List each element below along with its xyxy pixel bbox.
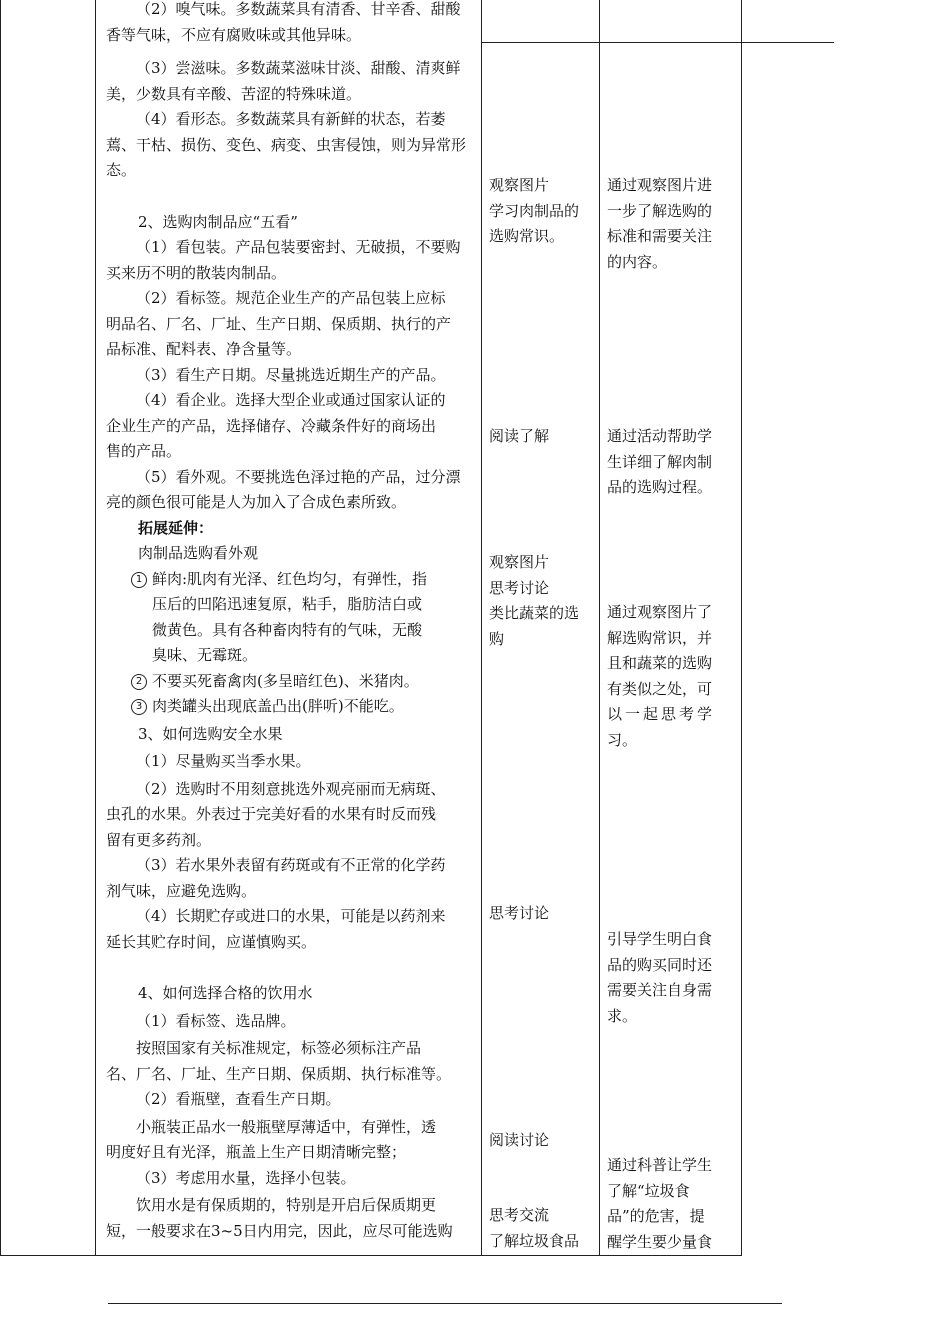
activity-line: 思考讨论 [489, 904, 550, 922]
table-border-right [741, 0, 742, 1256]
table-divider-1 [95, 0, 96, 1256]
paragraph: 名、厂名、厂址、生产日期、保质期、执行标准等。 [106, 1064, 452, 1083]
activity-block [489, 173, 579, 250]
paragraph: 明度好且有光泽，瓶盖上生产日期清晰完整； [106, 1143, 407, 1161]
activity-block [489, 424, 549, 450]
list-item [106, 669, 474, 695]
intent-line: 通过观察图片进 [607, 176, 713, 194]
intent-line: 习。 [607, 730, 638, 749]
list-item-text: 鲜肉:肌肉有光泽、红色均匀，有弹性，指 [152, 569, 428, 588]
paragraph: 小瓶装正品水一般瓶壁厚薄适中，有弹性，透 [136, 1117, 437, 1136]
page-footer-rule [108, 1303, 782, 1304]
paragraph: 按照国家有关标准规定，标签必须标注产品 [136, 1039, 422, 1057]
paragraph: 短，一般要求在3~5日内用完，因此，应尽可能选购 [106, 1221, 453, 1240]
activity-line: 了解垃圾食品 [489, 1231, 580, 1250]
paragraph: 饮用水是有保质期的，特别是开启后保质期更 [136, 1196, 437, 1214]
paragraph: 延长其贮存时间，应谨慎购买。 [106, 932, 317, 951]
intent-line: 有类似之处，可 [607, 679, 713, 698]
paragraph: （3）若水果外表留有药斑或有不正常的化学药 [136, 856, 446, 874]
paragraph: （4）看形态。多数蔬菜具有新鲜的状态，若萎 [136, 110, 446, 128]
paragraph: 售的产品。 [106, 442, 182, 460]
activity-block [489, 901, 549, 927]
paragraph: 虫孔的水果。外表过于完美好看的水果有时反而残 [106, 805, 437, 823]
paragraph: 留有更多药剂。 [106, 830, 212, 849]
list-item-text: 臭味、无霉斑。 [152, 646, 258, 664]
activity-line: 阅读讨论 [489, 1131, 550, 1149]
intent-line: 通过活动帮助学 [607, 427, 713, 445]
paragraph: （2）嗅气味。多数蔬菜具有清香、甘辛香、甜酸 [136, 0, 461, 18]
activity-line: 思考讨论 [489, 578, 550, 597]
list-item-text: 压后的凹陷迅速复原，粘手，脂肪洁白或 [152, 595, 423, 613]
paragraph: 买来历不明的散装肉制品。 [106, 263, 287, 282]
intent-line: 求。 [607, 1006, 638, 1025]
paragraph: （3）尝滋味。多数蔬菜滋味甘淡、甜酸、清爽鲜 [136, 59, 461, 77]
circled-number-3: 3 [131, 699, 147, 715]
paragraph: （1）看标签、选品牌。 [136, 1011, 296, 1030]
table-stray-rule [481, 42, 834, 43]
activity-block [489, 550, 579, 652]
activity-line: 观察图片 [489, 176, 550, 194]
intent-line: 了解“垃圾食 [607, 1181, 690, 1200]
paragraph: （4）长期贮存或进口的水果，可能是以药剂来 [136, 907, 446, 925]
table-border-left [0, 0, 1, 1256]
intent-line: 且和蔬菜的选购 [607, 654, 713, 672]
section-heading: 2、选购肉制品应“五看” [138, 212, 298, 231]
table-bottom-border [0, 1255, 742, 1256]
table-divider-2 [481, 0, 482, 1256]
paragraph: 剂气味，应避免选购。 [106, 881, 257, 900]
intent-line: 标准和需要关注 [607, 227, 713, 245]
paragraph: 态。 [106, 161, 137, 179]
list-item-text: 不要买死畜禽肉(多呈暗红色)、米猪肉。 [152, 671, 419, 690]
activity-line: 选购常识。 [489, 227, 565, 245]
paragraph: 亮的颜色很可能是人为加入了合成色素所致。 [106, 493, 407, 511]
intent-line: 品的选购过程。 [607, 478, 713, 496]
paragraph: 蔫、干枯、损伤、变色、病变、虫害侵蚀，则为异常形 [106, 135, 467, 154]
intent-block [607, 424, 733, 501]
table-divider-3 [599, 0, 600, 1256]
paragraph: （2）看瓶壁，查看生产日期。 [136, 1090, 341, 1108]
intent-line: 的内容。 [607, 252, 668, 271]
activity-line: 购 [489, 629, 505, 648]
list-item [106, 567, 474, 669]
paragraph: 香等气味，不应有腐败味或其他异味。 [106, 25, 362, 44]
paragraph: （3）看生产日期。尽量挑选近期生产的产品。 [136, 365, 446, 384]
paragraph: （1）尽量购买当季水果。 [136, 752, 311, 770]
intent-line: 一步了解选购的 [607, 201, 713, 220]
list-item-text: 肉类罐头出现底盖凸出(胖听)不能吃。 [152, 697, 404, 715]
circled-number-2: 2 [131, 674, 147, 690]
intent-line: 生详细了解肉制 [607, 452, 713, 471]
paragraph: 品标准、配料表、净含量等。 [106, 340, 302, 358]
teaching-content-column [106, 0, 474, 1244]
paragraph: （1）看包装。产品包装要密封、无破损，不要购 [136, 238, 461, 256]
activity-block [489, 1128, 549, 1154]
list-item [106, 694, 474, 720]
paragraph: 企业生产的产品，选择储存、冷藏条件好的商场出 [106, 416, 437, 435]
intent-line: 品”的危害，提 [607, 1207, 705, 1225]
activity-line: 类比蔬菜的选 [489, 604, 580, 622]
intent-line: 通过科普让学生 [607, 1156, 713, 1174]
intent-line: 以一起思考学 [607, 705, 716, 723]
extension-heading: 拓展延伸： [138, 518, 214, 537]
paragraph: （2）选购时不用刻意挑选外观亮丽而无病斑、 [136, 779, 446, 798]
circled-number-1: 1 [131, 572, 147, 588]
section-heading: 3、如何选购安全水果 [138, 724, 283, 743]
activity-block [489, 1203, 579, 1254]
intent-line: 需要关注自身需 [607, 981, 713, 999]
extension-subheading: 肉制品选购看外观 [138, 544, 259, 562]
paragraph: （5）看外观。不要挑选色泽过艳的产品，过分漂 [136, 467, 461, 486]
paragraph: 明品名、厂名、厂址、生产日期、保质期、执行的产 [106, 314, 452, 333]
paragraph: （2）看标签。规范企业生产的产品包装上应标 [136, 289, 446, 307]
paragraph: （4）看企业。选择大型企业或通过国家认证的 [136, 391, 446, 409]
intent-block [607, 927, 733, 1029]
intent-line: 醒学生要少量食 [607, 1232, 713, 1251]
activity-line: 学习肉制品的 [489, 201, 580, 220]
intent-block [607, 173, 733, 275]
intent-line: 品的购买同时还 [607, 955, 713, 974]
section-heading: 4、如何选择合格的饮用水 [138, 984, 313, 1002]
intent-line: 解选购常识，并 [607, 628, 713, 647]
intent-block [607, 600, 733, 753]
paragraph: （3）考虑用水量，选择小包装。 [136, 1168, 356, 1187]
intent-line: 通过观察图片了 [607, 603, 713, 621]
intent-line: 引导学生明白食 [607, 930, 713, 948]
intent-block [607, 1153, 733, 1255]
activity-line: 阅读了解 [489, 427, 550, 445]
paragraph: 美，少数具有辛酸、苦涩的特殊味道。 [106, 84, 362, 103]
list-item-text: 微黄色。具有各种畜肉特有的气味，无酸 [152, 620, 423, 639]
activity-line: 思考交流 [489, 1206, 550, 1224]
activity-line: 观察图片 [489, 553, 550, 571]
